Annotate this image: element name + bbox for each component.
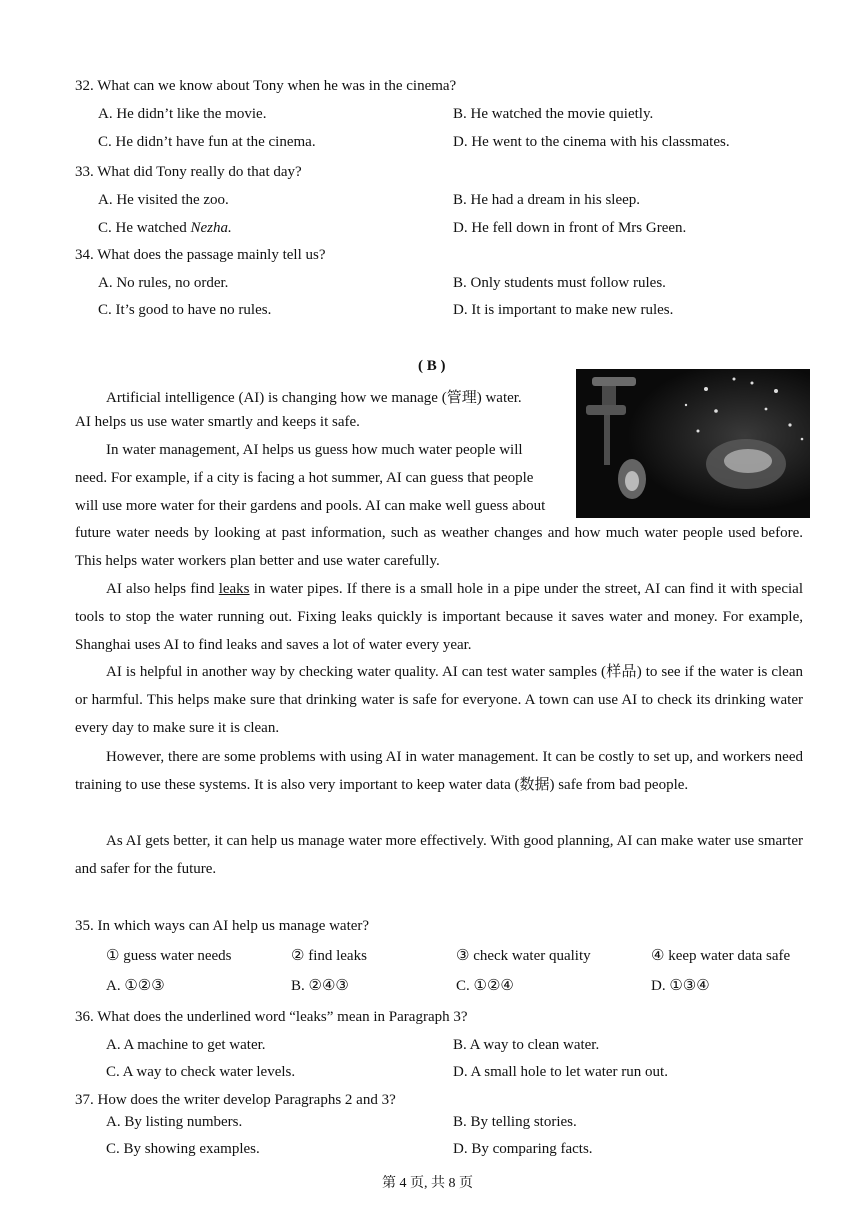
option-34-d[interactable]: D. It is important to make new rules. (453, 302, 674, 318)
movie-title: Nezha. (190, 220, 232, 236)
paragraph-5: However, there are some problems with using AI in water management. It can be costly to set up, and workers need training to use these systems. It is also very important to keep water data (数据) safe from bad people. (75, 749, 803, 793)
paragraph-3 (75, 575, 803, 659)
water-tap-photo (576, 369, 810, 518)
item-35-3: ③ check water quality (456, 948, 591, 964)
option-33-c[interactable] (98, 220, 232, 237)
paragraph-3-end: in water pipes. If there is a small hole in a pipe under the street, AI can find it with special tools to stop the water running out. Fixing leaks quickly is important because it saves water and money. For example, Shanghai uses AI to find leaks and saves a lot of water every year. (75, 581, 803, 653)
option-34-a[interactable]: A. No rules, no order. (98, 275, 229, 291)
paragraph-1-line-1: Artificial intelligence (AI) is changing how we manage (管理) water. (106, 390, 522, 406)
paragraph-3-start: AI also helps find (106, 581, 219, 597)
option-36-c[interactable]: C. A way to check water levels. (106, 1064, 296, 1080)
question-32 (75, 78, 456, 95)
item-35-2: ② find leaks (291, 948, 367, 964)
option-35-d[interactable]: D. ①③④ (651, 978, 710, 994)
option-37-a[interactable]: A. By listing numbers. (106, 1114, 243, 1130)
option-32-b[interactable]: B. He watched the movie quietly. (453, 106, 654, 122)
water-drops-illustration (576, 369, 810, 518)
question-text: How does the writer develop Paragraphs 2 and 3? (97, 1092, 396, 1108)
option-37-c[interactable]: C. By showing examples. (106, 1141, 260, 1157)
paragraph-2-line-2: need. For example, if a city is facing a hot summer, AI can guess that people (75, 470, 534, 486)
option-35-b[interactable]: B. ②④③ (291, 978, 349, 994)
question-34 (75, 247, 326, 264)
question-number: 32. (75, 78, 94, 94)
option-35-a[interactable]: A. ①②③ (106, 978, 165, 994)
item-35-1: ① guess water needs (106, 948, 232, 964)
option-text: C. He watched (98, 220, 191, 236)
question-text: What does the passage mainly tell us? (97, 247, 326, 263)
option-37-b[interactable]: B. By telling stories. (453, 1114, 577, 1130)
question-number: 35. (75, 918, 94, 934)
page-number: 第 4 页, 共 8 页 (382, 1176, 473, 1191)
option-33-d[interactable]: D. He fell down in front of Mrs Green. (453, 220, 687, 236)
paragraph-6: As AI gets better, it can help us manage water more effectively. With good planning, AI can make water use smarter and safer for the future. (75, 833, 803, 877)
question-number: 33. (75, 164, 94, 180)
option-36-a[interactable]: A. A machine to get water. (106, 1037, 266, 1053)
underlined-word-leaks: leaks (218, 581, 250, 597)
option-36-b[interactable]: B. A way to clean water. (453, 1037, 600, 1053)
question-text: What does the underlined word “leaks” mean in Paragraph 3? (97, 1009, 468, 1025)
option-34-c[interactable]: C. It’s good to have no rules. (98, 302, 272, 318)
question-number: 36. (75, 1009, 94, 1025)
option-33-a[interactable]: A. He visited the zoo. (98, 192, 229, 208)
question-number: 37. (75, 1092, 94, 1108)
question-37 (75, 1092, 396, 1109)
paragraph-2-line-1: In water management, AI helps us guess how much water people will (106, 442, 523, 458)
paragraph-1-line-2: AI helps us use water smartly and keeps it safe. (75, 414, 360, 430)
option-32-c[interactable]: C. He didn’t have fun at the cinema. (98, 134, 316, 150)
paragraph-4: AI is helpful in another way by checking water quality. AI can test water samples (样品) to see if the water is clean or harmful. This helps make sure that drinking water is safe for everyone. A town can use AI to check its drinking water every day to make sure it is clean. (75, 664, 803, 736)
paragraph-2-rest: future water needs by looking at past information, such as weather changes and how much water people used before. This helps water workers plan better and use water carefully. (75, 525, 803, 569)
option-35-c[interactable]: C. ①②④ (456, 978, 514, 994)
item-35-4: ④ keep water data safe (651, 948, 791, 964)
option-33-b[interactable]: B. He had a dream in his sleep. (453, 192, 641, 208)
question-text: What can we know about Tony when he was in the cinema? (97, 78, 457, 94)
section-title: ( B ) (418, 358, 446, 374)
option-36-d[interactable]: D. A small hole to let water run out. (453, 1064, 668, 1080)
question-33 (75, 164, 302, 181)
question-35 (75, 918, 369, 935)
option-37-d[interactable]: D. By comparing facts. (453, 1141, 593, 1157)
paragraph-2-line-3: will use more water for their gardens and pools. AI can make well guess about (75, 498, 546, 514)
option-32-d[interactable]: D. He went to the cinema with his classmates. (453, 134, 730, 150)
option-32-a[interactable]: A. He didn’t like the movie. (98, 106, 267, 122)
question-text: In which ways can AI help us manage water? (97, 918, 370, 934)
question-text: What did Tony really do that day? (97, 164, 302, 180)
question-36 (75, 1009, 468, 1026)
option-34-b[interactable]: B. Only students must follow rules. (453, 275, 666, 291)
question-number: 34. (75, 247, 94, 263)
